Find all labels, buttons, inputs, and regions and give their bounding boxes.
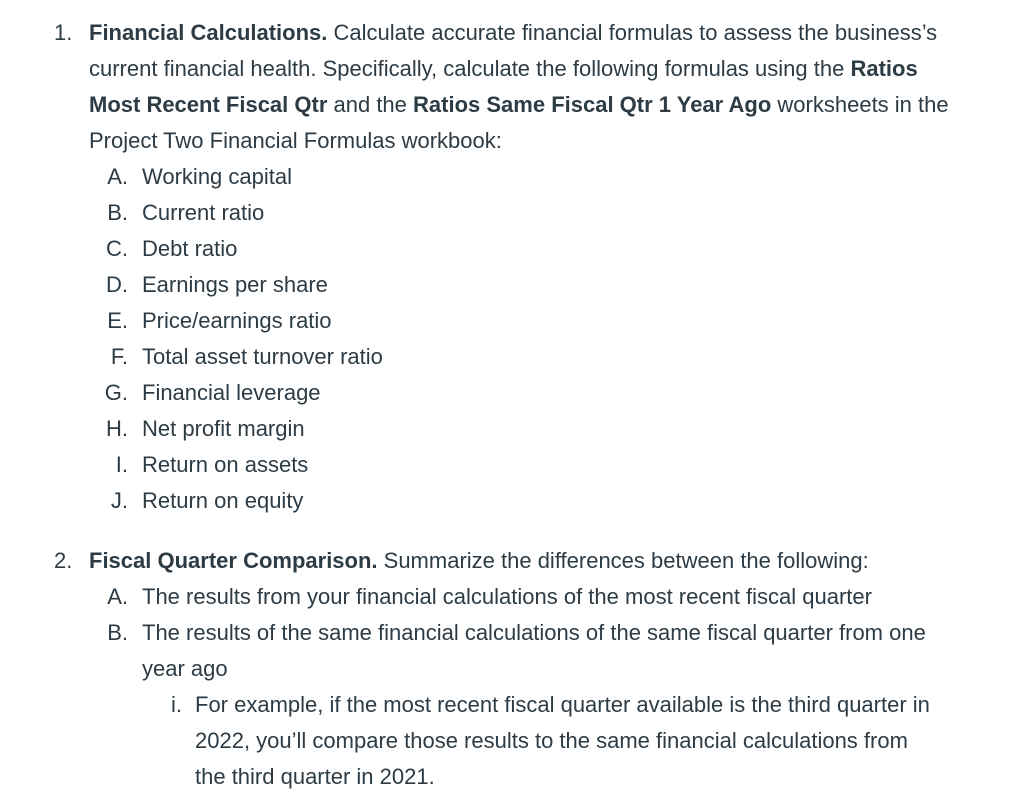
subitem-letter: D. bbox=[106, 272, 128, 297]
item-1-bold-ratios: Ratios bbox=[850, 56, 918, 81]
item-1-intro-mid: and the bbox=[327, 92, 414, 117]
subitem-letter: F. bbox=[110, 344, 128, 369]
subitem-letter: H. bbox=[106, 416, 128, 441]
item-1-intro-line-1: Calculate accurate financial formulas to assess the business’s bbox=[327, 20, 938, 45]
item-1-line-3 bbox=[89, 94, 949, 116]
item-1-intro-line-2: current financial health. Specifically, calculate the following formulas using the bbox=[89, 56, 851, 81]
subitem-letter: G. bbox=[104, 380, 128, 405]
subitem-text: year ago bbox=[142, 656, 228, 681]
subitem-letter: J. bbox=[110, 488, 128, 513]
item-2-intro: Summarize the differences between the following: bbox=[377, 548, 869, 573]
item-1-bold-same-qtr: Ratios Same Fiscal Qtr 1 Year Ago bbox=[413, 92, 772, 117]
subitem-text: Total asset turnover ratio bbox=[142, 344, 383, 369]
subitem-text: Financial leverage bbox=[142, 380, 321, 405]
subitem-letter: A. bbox=[107, 164, 128, 189]
example-marker: i. bbox=[171, 692, 182, 717]
subitem-text: The results from your financial calculations of the most recent fiscal quarter bbox=[142, 584, 872, 609]
item-2-title: Fiscal Quarter Comparison. bbox=[89, 548, 378, 573]
subitem-letter: I. bbox=[115, 452, 128, 477]
subitem-text: Current ratio bbox=[142, 200, 265, 225]
subitem-letter: E. bbox=[107, 308, 128, 333]
item-2-line-1 bbox=[89, 550, 869, 572]
item-1-intro-end: worksheets in the bbox=[771, 92, 949, 117]
item-1-line-2 bbox=[89, 58, 918, 80]
subitem-text: Price/earnings ratio bbox=[142, 308, 332, 333]
item-1-bold-most-recent: Most Recent Fiscal Qtr bbox=[89, 92, 328, 117]
subitem-text: The results of the same financial calculations of the same fiscal quarter from one bbox=[142, 620, 926, 645]
subitem-text: Working capital bbox=[142, 164, 292, 189]
subitem-letter: B. bbox=[107, 200, 128, 225]
item-1-line-4: Project Two Financial Formulas workbook: bbox=[89, 128, 502, 153]
example-text: the third quarter in 2021. bbox=[195, 764, 435, 789]
example-text: 2022, you’ll compare those results to the same financial calculations from bbox=[195, 728, 908, 753]
subitem-text: Net profit margin bbox=[142, 416, 305, 441]
item-2-number: 2. bbox=[54, 548, 73, 573]
subitem-letter: A. bbox=[107, 584, 128, 609]
subitem-text: Return on assets bbox=[142, 452, 309, 477]
subitem-letter: C. bbox=[106, 236, 128, 261]
subitem-letter: B. bbox=[107, 620, 128, 645]
example-text: For example, if the most recent fiscal quarter available is the third quarter in bbox=[195, 692, 930, 717]
item-1-title: Financial Calculations. bbox=[89, 20, 328, 45]
subitem-text: Return on equity bbox=[142, 488, 304, 513]
item-1-line-1 bbox=[89, 22, 937, 44]
item-1-number: 1. bbox=[54, 20, 73, 45]
subitem-text: Earnings per share bbox=[142, 272, 328, 297]
subitem-text: Debt ratio bbox=[142, 236, 238, 261]
